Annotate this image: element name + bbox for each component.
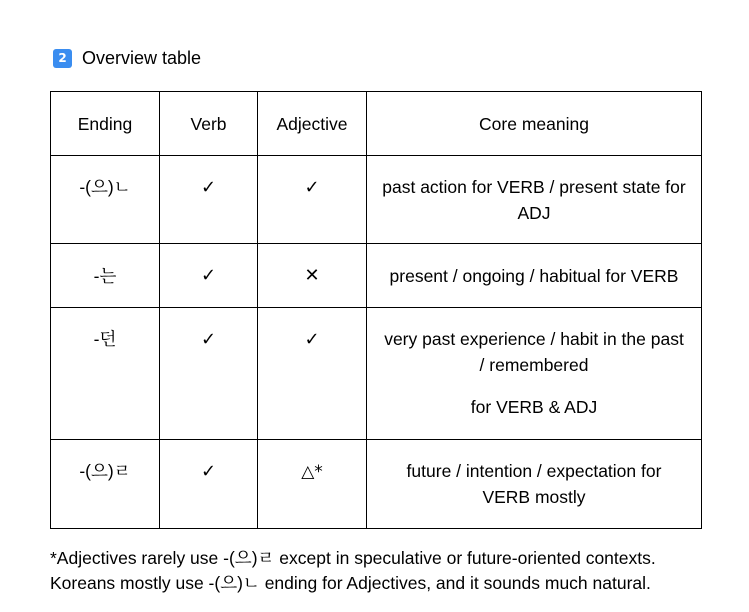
header-verb: Verb	[160, 92, 258, 156]
check-mark-icon: ✓	[200, 461, 217, 482]
check-mark-icon: ✓	[304, 329, 320, 350]
footnote-line-1: *Adjectives rarely use -(으)ㄹ except in speculative or future-oriented contexts.	[50, 548, 656, 568]
check-mark-icon: ✓	[304, 177, 320, 198]
meaning-text: future / intention / expectation for VERB mostly	[406, 461, 662, 507]
table-row	[51, 244, 702, 308]
ending-cell: -(으)ㄴ	[51, 156, 160, 244]
footnote-line-2: Koreans mostly use -(으)ㄴ ending for Adjectives, and it sounds much natural.	[50, 573, 651, 593]
overview-table	[50, 91, 702, 529]
adjective-cell	[258, 308, 367, 440]
ending-cell: -(으)ㄹ	[51, 440, 160, 529]
meaning-text: present / ongoing / habitual for VERB	[389, 265, 679, 286]
number-2-badge-icon: 2	[53, 49, 72, 68]
table-row	[51, 308, 702, 440]
ending-cell: -는	[51, 244, 160, 308]
verb-cell	[160, 244, 258, 308]
header-core-meaning: Core meaning	[367, 92, 702, 156]
meaning-cell	[367, 440, 702, 529]
check-mark-icon: ✓	[200, 177, 217, 198]
section-title: Overview table	[82, 48, 202, 68]
meaning-extra-text: for VERB & ADJ	[470, 397, 598, 417]
meaning-cell	[367, 244, 702, 308]
meaning-text: past action for VERB / present state for ADJ	[382, 177, 686, 223]
triangle-mark-icon: △*	[301, 462, 323, 482]
header-ending: Ending	[51, 92, 160, 156]
adjective-cell	[258, 156, 367, 244]
adjective-cell	[258, 244, 367, 308]
cross-mark-icon: ✕	[304, 265, 320, 286]
adjective-cell	[258, 440, 367, 529]
meaning-text: very past experience / habit in the past / remembered	[384, 329, 684, 375]
section-heading	[53, 48, 201, 69]
check-mark-icon: ✓	[200, 329, 217, 350]
verb-cell	[160, 156, 258, 244]
meaning-cell	[367, 156, 702, 244]
verb-cell	[160, 440, 258, 529]
verb-cell	[160, 308, 258, 440]
table-header-row	[51, 92, 702, 156]
ending-cell: -던	[51, 308, 160, 440]
check-mark-icon: ✓	[200, 265, 217, 286]
header-adjective: Adjective	[258, 92, 367, 156]
table-row	[51, 440, 702, 529]
meaning-cell	[367, 308, 702, 440]
footnote	[50, 546, 740, 596]
table-row	[51, 156, 702, 244]
